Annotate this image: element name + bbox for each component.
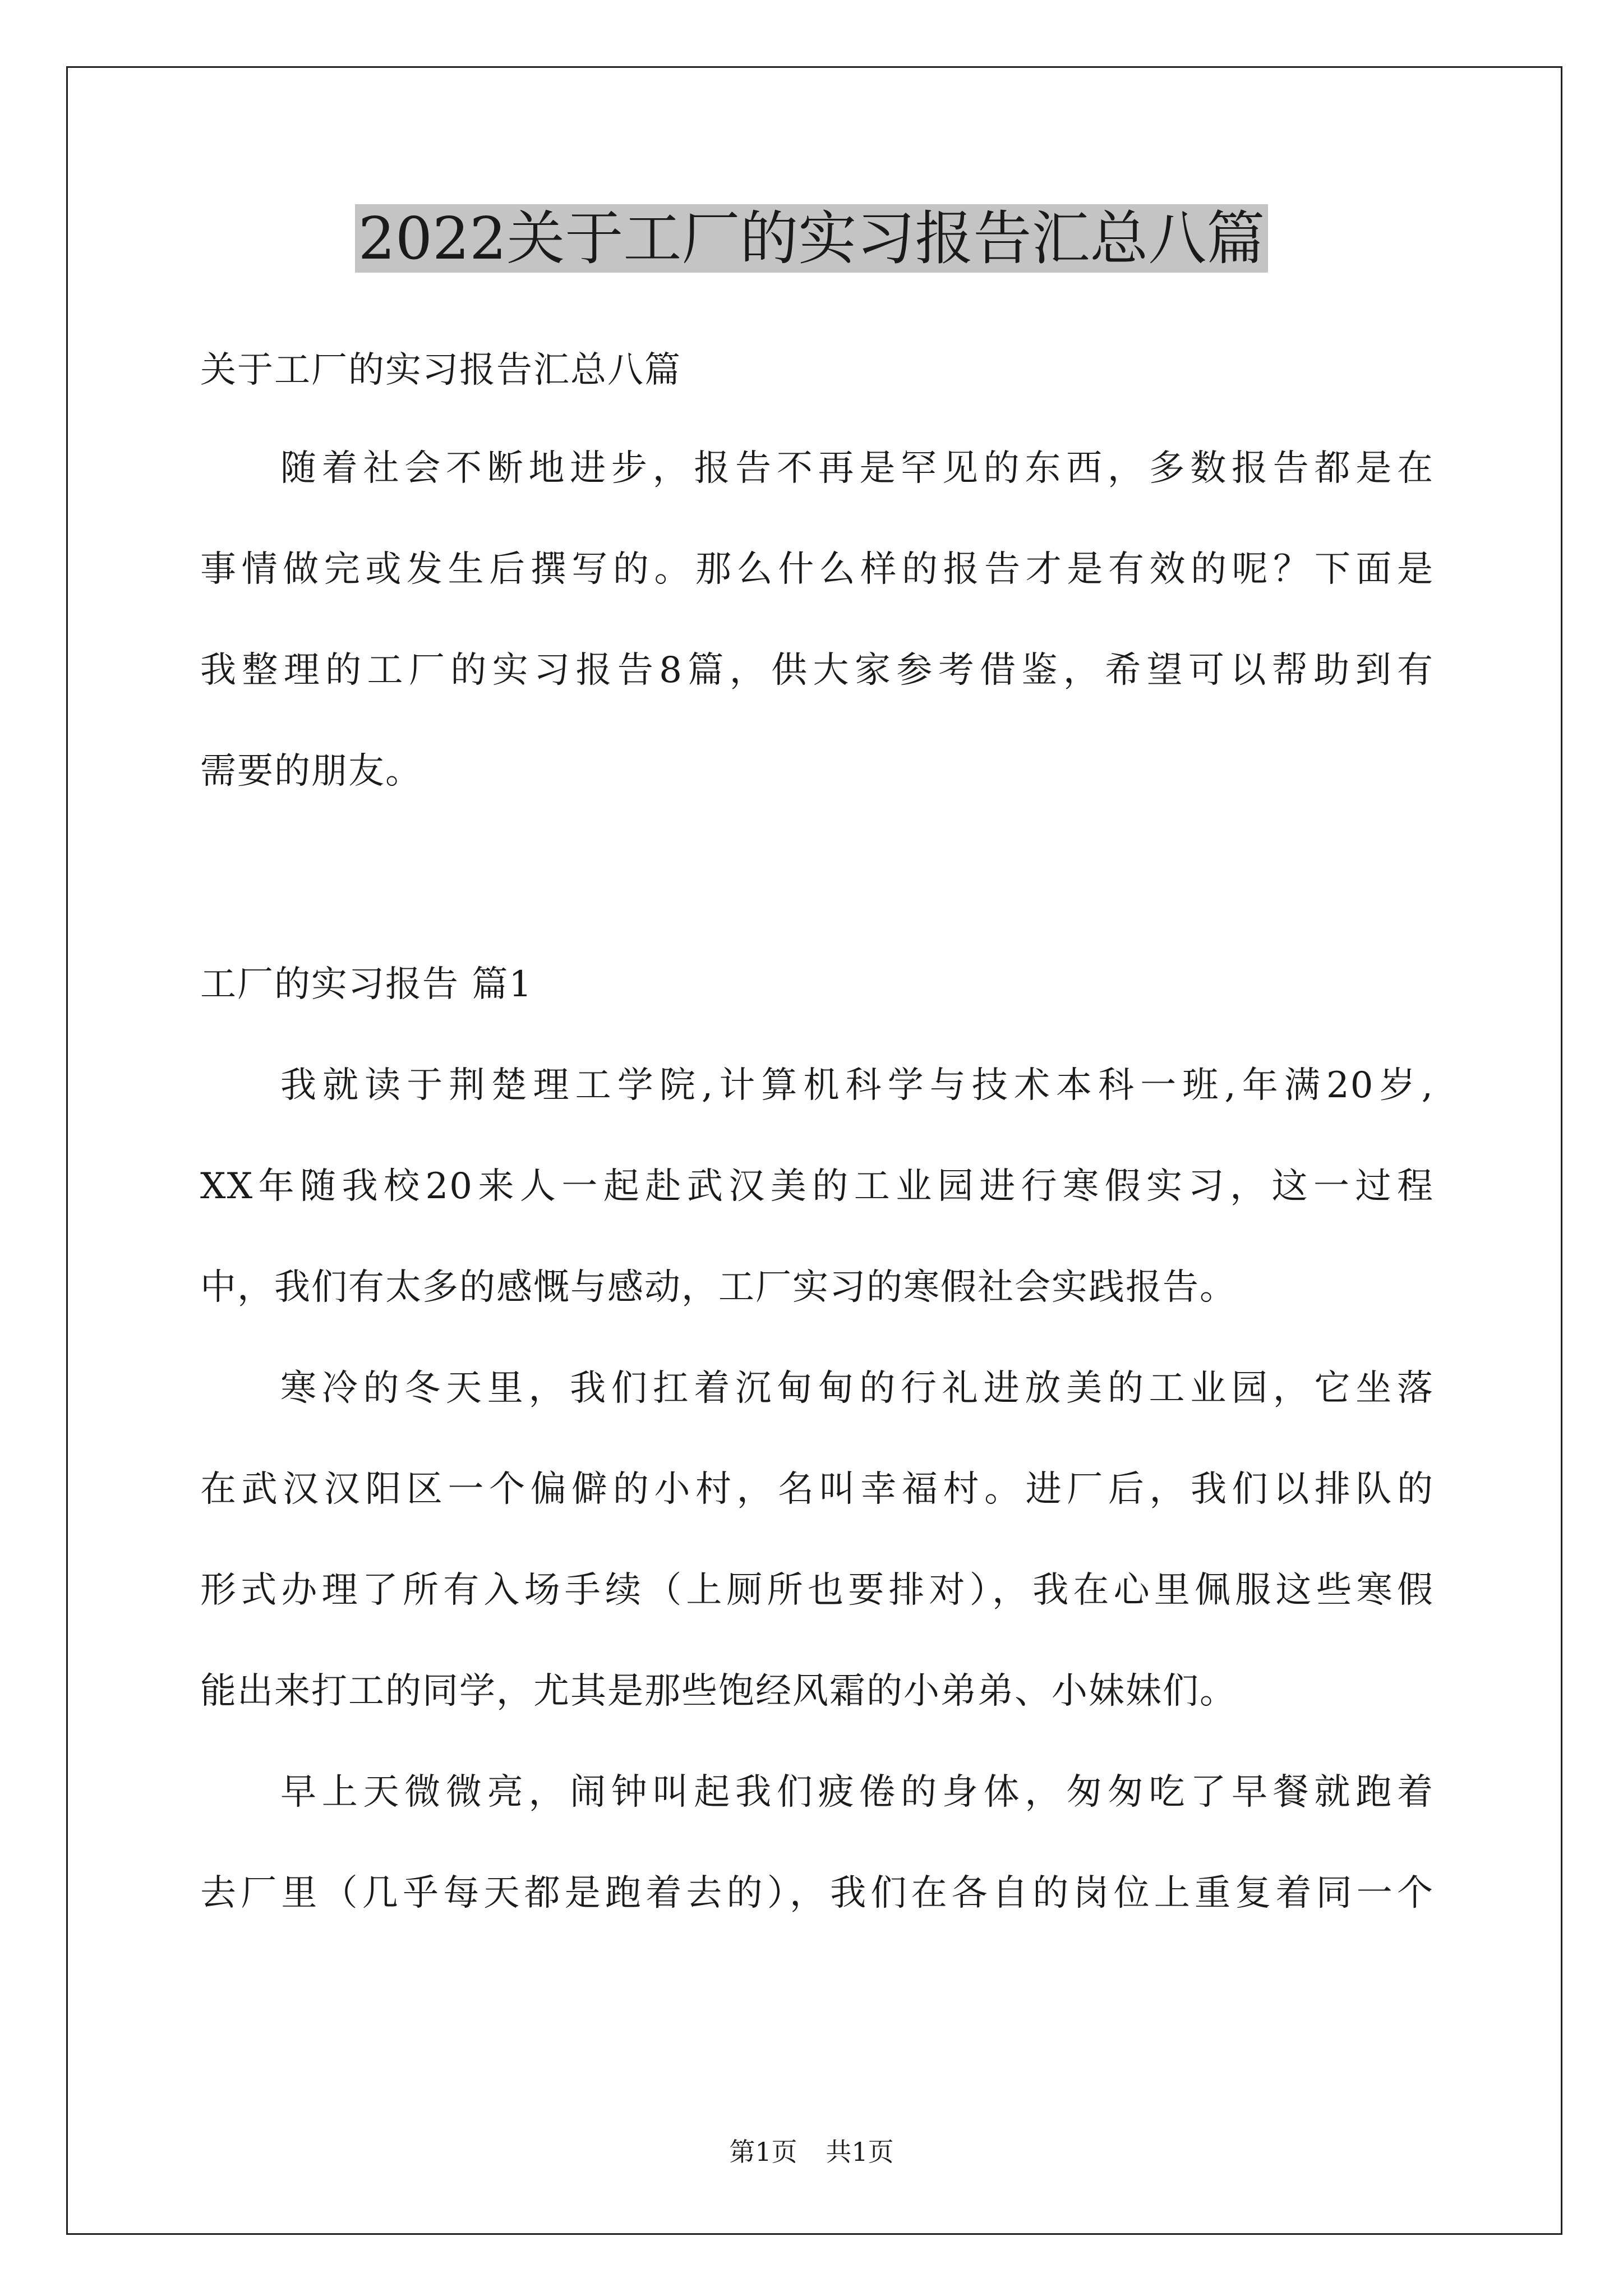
body-line: 去厂里（几乎每天都是跑着去的），我们在各自的岗位上重复着同一个 <box>200 1872 1434 1914</box>
body-line: 早上天微微亮，闹钟叫起我们疲倦的身体，匆匆吃了早餐就跑着 <box>280 1772 1434 1813</box>
subtitle: 关于工厂的实习报告汇总八篇 <box>200 349 681 391</box>
body-line: 中，我们有太多的感慨与感动，工厂实习的寒假社会实践报告。 <box>200 1267 1237 1308</box>
page-total: 共1页 <box>826 2137 894 2167</box>
intro-line: 需要的朋友。 <box>200 751 422 792</box>
intro-line: 我整理的工厂的实习报告8篇，供大家参考借鉴，希望可以帮助到有 <box>200 650 1434 691</box>
document-title-text: 2022关于工厂的实习报告汇总八篇 <box>355 204 1269 273</box>
body-line: 在武汉汉阳区一个偏僻的小村，名叫幸福村。进厂后，我们以排队的 <box>200 1469 1434 1510</box>
intro-line: 随着社会不断地进步，报告不再是罕见的东西，多数报告都是在 <box>280 448 1434 489</box>
page-number: 第1页 <box>729 2137 797 2167</box>
body-line: 能出来打工的同学，尤其是那些饱经风霜的小弟弟、小妹妹们。 <box>200 1671 1237 1712</box>
intro-line: 事情做完或发生后撰写的。那么什么样的报告才是有效的呢？下面是 <box>200 549 1434 590</box>
body-line: 我就读于荆楚理工学院,计算机科学与技术本科一班,年满20岁, <box>280 1065 1434 1106</box>
body-line: 寒冷的冬天里，我们扛着沉甸甸的行礼进放美的工业园，它坐落 <box>280 1368 1434 1409</box>
body-line: 形式办理了所有入场手续（上厕所也要排对），我在心里佩服这些寒假 <box>200 1570 1434 1611</box>
section-heading: 工厂的实习报告 篇1 <box>200 964 533 1005</box>
document-title <box>0 202 1623 275</box>
page-footer <box>0 2135 1623 2169</box>
body-line: XX年随我校20来人一起赴武汉美的工业园进行寒假实习，这一过程 <box>200 1166 1434 1207</box>
